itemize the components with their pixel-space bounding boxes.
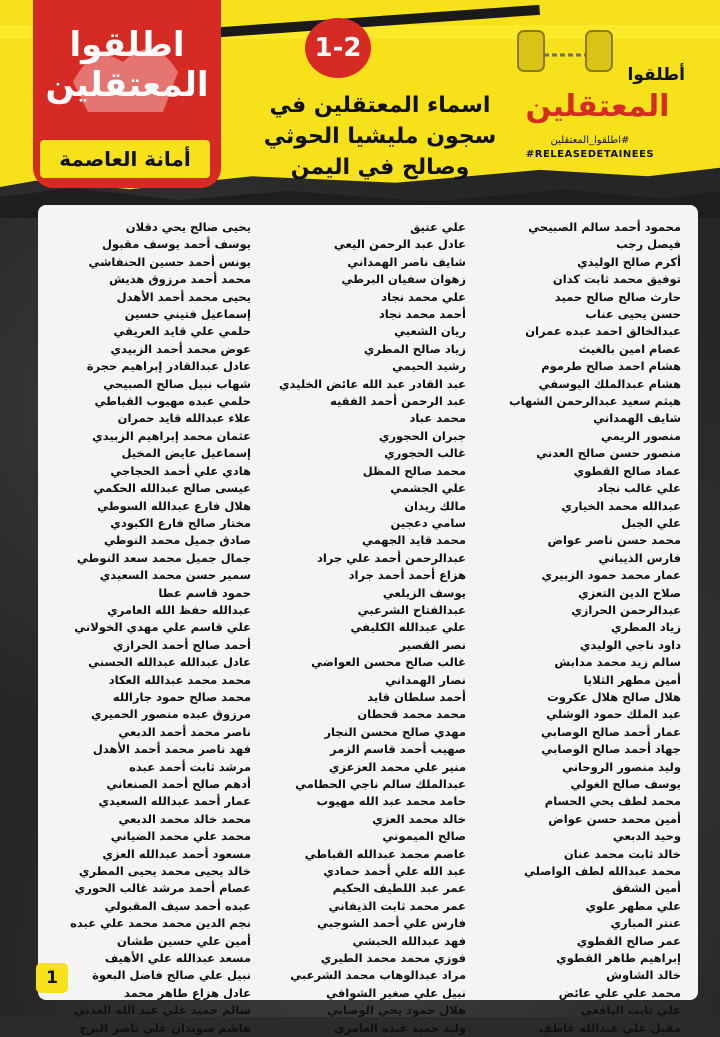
detainee-name: هلال فارع عبدالله السوطي <box>97 498 251 513</box>
detainee-name: عبدالله محمد الخياري <box>561 498 681 513</box>
detainee-name: محمود أحمد سالم الصبيحي <box>528 220 681 234</box>
detainee-name: فارس علي أحمد الشوجبي <box>317 916 466 931</box>
detainee-name: محمد علي علي عائض <box>558 985 681 1000</box>
detainee-name: خالد ثابت محمد عنان <box>563 846 681 861</box>
detainee-name: عاصم محمد عبدالله القباطي <box>304 846 466 861</box>
detainee-name: إسماعيل عايض المخيل <box>121 446 251 461</box>
logo-hashtag-ar: #اطلقوا_المعتقلين <box>550 135 630 146</box>
names-column-right <box>476 219 681 1037</box>
detainee-name: عصام امين بالغيث <box>578 341 681 356</box>
detainee-name: فهد ناصر محمد أحمد الأهدل <box>92 742 251 757</box>
detainee-name: محمد علي محمد الضياني <box>110 829 251 844</box>
detainee-name: عمر محمد ثابت الذيفاني <box>328 898 466 913</box>
detainee-name: نصار الهمداني <box>385 672 466 687</box>
detainee-name: سمير حسن محمد السعيدي <box>99 568 251 583</box>
detainee-name: إبراهيم طاهر القطوي <box>556 951 681 966</box>
detainee-name: محمد محمد قحطان <box>357 707 466 722</box>
detainee-name: هشام احمد صالح طرموم <box>541 359 681 374</box>
detainee-name: منصور الريمي <box>600 428 681 443</box>
detainee-name: محمد حسن ناصر عواض <box>547 533 681 548</box>
detainee-name: علي عبدالله الكليفي <box>350 620 466 635</box>
detainee-name: علاء عبدالله قايد حمران <box>117 411 251 426</box>
detainee-name: محمد محمد عبدالله العكاد <box>108 672 251 687</box>
detainee-name: محمد عباد <box>409 411 466 426</box>
detainee-name: جمال جميل محمد سعد النوطي <box>76 550 251 565</box>
detainee-name: شهاب نبيل صالح الصبيحي <box>103 376 251 391</box>
detainee-name: عبد الملك حمود الوشلي <box>546 707 681 722</box>
detainee-name: محمد عبدالله لطف الواصلي <box>524 864 681 879</box>
headline-line1: اسماء المعتقلين في <box>269 93 491 118</box>
detainee-name: مراد عبدالوهاب محمد الشرعبي <box>290 968 466 983</box>
detainee-name: عادل هزاع طاهر محمد <box>123 985 251 1000</box>
detainee-name: عبدالخالق احمد عبده عمران <box>525 324 681 339</box>
detainee-name: مالك ريدان <box>404 498 466 513</box>
detainee-name: حسن يحيى عناب <box>585 307 681 322</box>
detainee-name: أكرم صالح الوليدي <box>577 254 681 269</box>
detainee-name: علي الجبل <box>621 515 681 530</box>
detainee-name: جبران الحجوري <box>378 428 466 443</box>
detainee-name: أدهم صالح أحمد الصنعاني <box>106 777 251 791</box>
detainee-name: عمار محمد حمود الزبيري <box>541 568 681 583</box>
detainee-name: عيسى صالح عبدالله الحكمي <box>93 481 251 496</box>
detainee-name: حامد محمد عبد الله مهيوب <box>316 794 466 809</box>
detainee-name: عبدالرحمن أحمد علي جراد <box>316 550 466 565</box>
detainee-name: عبد القادر عبد الله عائض الخليدي <box>278 376 466 391</box>
detainee-name: محمد لطف يحي الحسام <box>544 794 681 809</box>
detainee-name: توفيق محمد ثابت كدان <box>552 272 681 287</box>
detainee-name: عوض محمد أحمد الزبيدي <box>110 341 251 356</box>
detainee-name: سالم زيد محمد مدابش <box>554 655 681 670</box>
detainee-name: نصر القصير <box>399 637 466 652</box>
detainee-name: وليد منصور الروحاني <box>562 759 681 774</box>
detainee-name: عمر صالح القطوي <box>576 933 681 948</box>
detainee-name: عبدالفتاح الشرعبي <box>357 602 466 617</box>
detainee-name: أمين مطهر الثلايا <box>583 672 681 687</box>
detainee-name: علي ثابت اليافعي <box>580 1003 681 1018</box>
detainee-name: شايف ناصر الهمداني <box>347 254 466 269</box>
detainee-name: يحيى صالح يحي دقلان <box>125 220 251 234</box>
detainee-name: مسعود أحمد عبدالله العزي <box>102 846 251 861</box>
detainee-name: شايف الهمداني <box>593 411 681 426</box>
detainee-name: حلمي عبده مهيوب القباطي <box>94 394 251 409</box>
detainee-name: محمد صالح حمود جارالله <box>112 689 251 704</box>
detainee-name: مهدي صالح محسن النجار <box>324 724 466 739</box>
detainee-name: زهوان سفيان البرطي <box>341 272 466 287</box>
detainee-name: وحيد الدبعي <box>612 829 681 844</box>
detainee-name: نبيل علي صغير الشوافي <box>326 985 466 1000</box>
detainee-name: أحمد محمد نجاد <box>378 307 466 322</box>
detainee-name: حلمي علي قايد العريقي <box>113 324 251 339</box>
detainee-name: هزاع أحمد أحمد جراد <box>348 568 466 583</box>
page-number: 1 <box>36 963 68 993</box>
page-tag-badge: 1-2 <box>305 18 371 78</box>
detainee-name: يوسف أحمد يوسف مقبول <box>102 237 251 252</box>
detainee-name: مسعد عبدالله علي الأهيف <box>104 951 251 966</box>
detainee-name: جهاد أحمد صالح الوصابي <box>541 742 681 757</box>
logo-text-big: المعتقلين <box>525 89 670 124</box>
detainee-name: هادي علي أحمد الحجاجي <box>110 463 251 478</box>
detainee-name: عمر عبد اللطيف الحكيم <box>332 881 466 896</box>
detainee-name: أحمد صالح أحمد الحرازي <box>112 637 251 652</box>
detainee-name: صلاح الدين التعزي <box>578 585 681 600</box>
headline-line3: وصالح في اليمن <box>290 155 470 180</box>
detainee-name: حمود قاسم عطا <box>158 585 251 600</box>
detainee-name: عادل عبد الرحمن اليعي <box>333 237 466 252</box>
detainee-name: علي مطهر علوي <box>585 898 681 913</box>
detainee-name: يونس أحمد حسين الحنفاشي <box>88 254 251 269</box>
headline <box>250 90 510 183</box>
detainee-name: أمين علي حسين طشان <box>116 933 251 948</box>
campaign-logo <box>505 25 690 160</box>
detainee-name: ناصر محمد أحمد الدبعي <box>118 724 251 739</box>
detainee-name: عبدالملك سالم ناجي الحطامي <box>295 777 466 791</box>
detainee-name: زياد صالح المطري <box>363 341 466 356</box>
detainee-name: هاشم سويدان علي ناصر البرح <box>79 1020 251 1035</box>
detainee-name: مرشد ثابت أحمد عبده <box>129 759 251 774</box>
detainee-name: رشيد الحيمي <box>392 359 466 374</box>
detainee-name: غالب الحجوري <box>384 446 466 461</box>
detainee-name: هلال صالح هلال عكروت <box>547 689 681 704</box>
detainee-name: يحيى محمد أحمد الأهدل <box>116 289 251 304</box>
detainee-name: عبد الله علي أحمد حمادي <box>323 864 466 879</box>
detainee-name: نبيل علي صالح فاضل البعوة <box>92 968 251 983</box>
logo-text-small: أطلقوا <box>627 65 685 85</box>
names-panel <box>38 205 698 1035</box>
detainee-name: سالم حميد علي عبد الله العدني <box>74 1003 251 1018</box>
detainee-name: فهد عبدالله الحبشي <box>352 933 466 948</box>
detainee-name: عمار أحمد عبدالله السعيدي <box>98 794 251 809</box>
campaign-title-line2: المعتقلين <box>45 65 209 105</box>
detainee-name: محمد قايد الجهمي <box>361 533 466 548</box>
logo-hashtag-en: #RELEASEDETAINEES <box>525 149 655 160</box>
detainee-name: ريان الشعبي <box>394 324 466 339</box>
detainee-name: علي قاسم علي مهدي الخولاني <box>74 620 251 635</box>
campaign-title-line1: اطلقوا <box>69 25 185 65</box>
raised-fists-icon <box>510 25 620 80</box>
names-column-left <box>46 219 251 1037</box>
detainee-name: أمين محمد حسن عواض <box>548 811 681 826</box>
detainee-name: عماد صالح القطوي <box>573 463 681 478</box>
detainee-name: مقبل علي عبدالله عاطف <box>538 1020 681 1035</box>
detainee-name: هشام عبدالملك اليوسفي <box>538 376 681 391</box>
detainee-name: خالد الشاوش <box>606 968 681 983</box>
detainee-name: صالح الميموني <box>382 829 466 844</box>
detainee-name: يوسف الزيلعي <box>382 585 466 600</box>
detainee-name: أمين الشفق <box>612 881 681 896</box>
detainee-name: نجم الدين محمد محمد علي عبده <box>70 916 251 931</box>
detainee-name: علي عتيق <box>410 220 466 234</box>
detainee-name: وليد حميد عبده العامري <box>333 1020 466 1035</box>
detainee-name: زياد المطري <box>610 620 681 635</box>
detainee-name: محمد خالد محمد الدبعي <box>118 811 251 826</box>
headline-line2: سجون مليشيا الحوثي <box>263 124 497 149</box>
detainee-name: علي محمد نجاد <box>381 289 466 304</box>
detainee-name: هيثم سعيد عبدالرحمن الشهاب <box>509 394 681 409</box>
detainee-name: فوزي محمد محمد الطيري <box>320 951 466 966</box>
detainee-name: حارث صالح صالح حميد <box>554 289 681 304</box>
detainee-name: منصور حسن صالح العدني <box>536 446 681 461</box>
detainee-name: خالد يحيى محمد يحيى المطري <box>78 864 251 879</box>
detainee-name: إسماعيل فتيني حسين <box>124 307 251 322</box>
detainee-name: منير علي محمد العزعزي <box>328 759 466 774</box>
detainee-name: عنتر المباري <box>610 916 681 931</box>
detainee-name: عادل عبدالله عبدالله الحسني <box>88 655 251 670</box>
detainee-name: عثمان محمد إبراهيم الزبيدي <box>92 428 251 443</box>
detainee-name: صهيب أحمد قاسم الزمر <box>329 742 466 757</box>
detainee-name: فيصل رجب <box>616 237 681 252</box>
detainee-name: علي الجشمي <box>390 481 466 496</box>
detainee-name: علي غالب نجاد <box>597 481 681 496</box>
detainee-name: سامي دعجين <box>390 515 466 530</box>
detainee-name: مختار صالح فارع الكبودي <box>110 515 251 530</box>
detainee-name: خالد محمد العزي <box>372 811 466 826</box>
campaign-title <box>33 25 221 105</box>
detainee-name: عبد الرحمن أحمد الفقيه <box>329 394 466 409</box>
detainee-name: عصام أحمد مرشد غالب الحوري <box>74 881 251 896</box>
detainee-name: أحمد سلطان قايد <box>367 689 466 704</box>
detainee-name: هلال حمود يحي الوصابي <box>327 1003 466 1018</box>
detainee-name: صادق جميل محمد النوطي <box>104 533 251 548</box>
detainee-name: غالب صالح محسن العواضي <box>311 655 466 670</box>
detainee-name: داود ناجي الوليدي <box>579 637 681 652</box>
detainee-name: عبده أحمد سيف المقبولي <box>104 898 251 913</box>
detainee-name: فارس الذيباني <box>598 550 681 565</box>
detainee-name: عمار أحمد صالح الوصابي <box>541 724 681 739</box>
names-column-middle <box>261 219 466 1037</box>
detainee-name: عبدالله حفظ الله العامري <box>107 602 251 617</box>
detainee-name: مرزوق عبده منصور الحميري <box>91 707 251 722</box>
detainee-name: محمد أحمد مرزوق هديش <box>109 272 251 287</box>
detainee-name: يوسف صالح الغولي <box>570 777 681 791</box>
region-label: أمانة العاصمة <box>40 140 210 178</box>
detainee-name: محمد صالح المظل <box>362 463 466 478</box>
detainee-name: عبدالرحمن الحرازي <box>571 602 681 617</box>
detainee-name: عادل عبدالقادر إبراهيم حجرة <box>86 359 251 374</box>
